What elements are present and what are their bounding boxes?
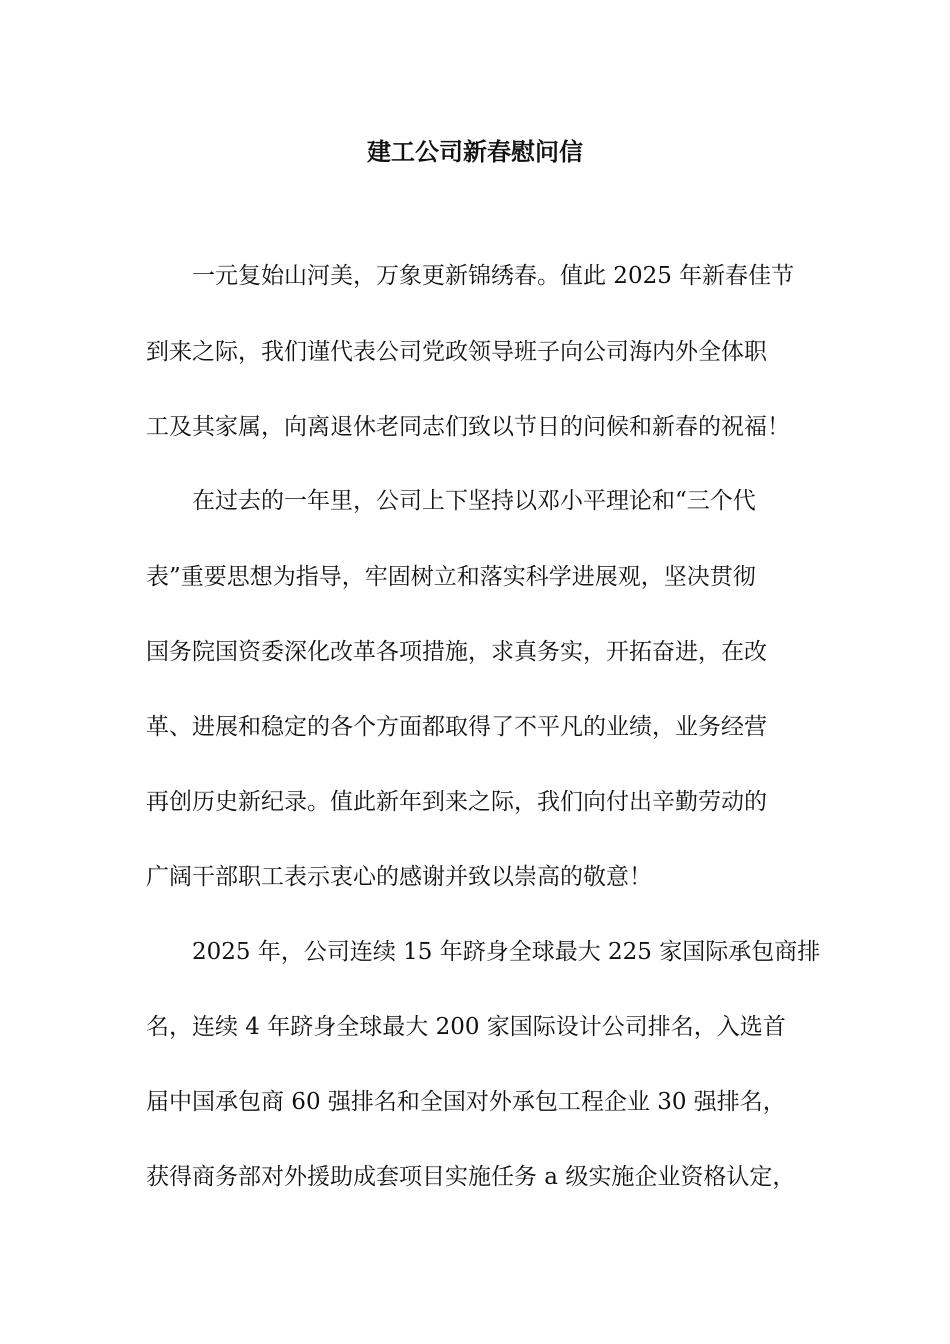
paragraph-2-line-1: 在过去的一年里，公司上下坚持以邓小平理论和“三个代 <box>192 488 756 514</box>
paragraph-2-line-2: 表”重要思想为指导，牢固树立和落实科学进展观，坚决贯彻 <box>146 564 756 590</box>
paragraph-1-line-2: 到来之际，我们谨代表公司党政领导班子向公司海内外全体职 <box>146 339 767 365</box>
paragraph-3-line-2: 名，连续 4 年跻身全球最大 200 家国际设计公司排名，入选首 <box>146 1014 786 1040</box>
paragraph-3-line-3: 届中国承包商 60 强排名和全国对外承包工程企业 30 强排名， <box>146 1089 786 1115</box>
paragraph-2-line-5: 再创历史新纪录。值此新年到来之际，我们向付出辛勤劳动的 <box>146 789 767 815</box>
paragraph-2-line-4: 革、进展和稳定的各个方面都取得了不平凡的业绩，业务经营 <box>146 714 767 740</box>
document-title: 建工公司新春慰问信 <box>367 137 583 166</box>
paragraph-2-line-6: 广阔干部职工表示衷心的感谢并致以崇高的敬意！ <box>146 864 652 890</box>
paragraph-3-line-1: 2025 年，公司连续 15 年跻身全球最大 225 家国际承包商排 <box>192 939 821 965</box>
paragraph-1-line-1: 一元复始山河美，万象更新锦绣春。值此 2025 年新春佳节 <box>192 263 795 289</box>
paragraph-2-line-3: 国务院国资委深化改革各项措施，求真务实，开拓奋进，在改 <box>146 639 767 665</box>
paragraph-3-line-4: 获得商务部对外援助成套项目实施任务 a 级实施企业资格认定， <box>146 1164 796 1190</box>
paragraph-1-line-3: 工及其家属，向离退休老同志们致以节日的问候和新春的祝福！ <box>146 414 790 440</box>
